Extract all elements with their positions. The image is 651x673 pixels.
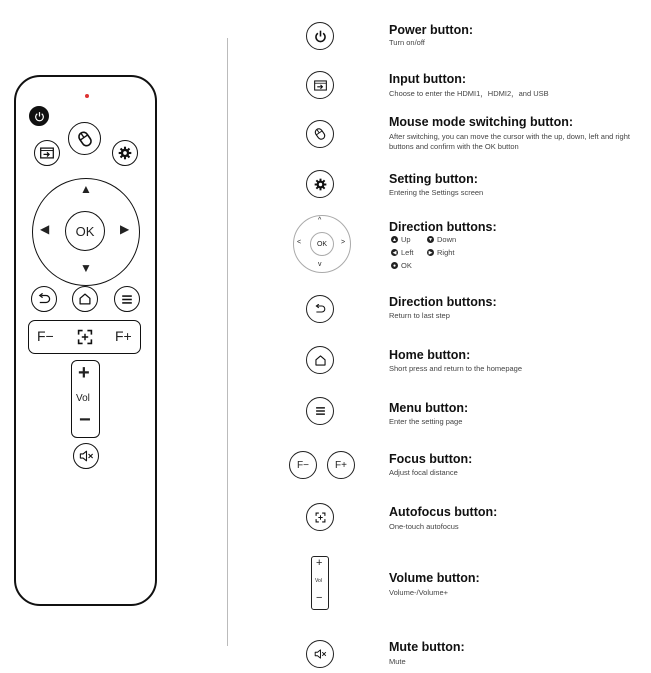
remote-power-button[interactable] [29, 106, 49, 126]
autofocus-icon [315, 512, 326, 523]
input-icon [314, 80, 327, 91]
indicator-led [85, 94, 89, 98]
legend-ok-button [310, 232, 334, 256]
power-title: Power button: [389, 23, 474, 37]
legend-volume-minus: − [316, 592, 323, 604]
power-desc: Turn on/off [389, 38, 425, 47]
volume-desc: Volume-/Volume+ [389, 588, 448, 597]
home-desc: Short press and return to the homepage [389, 364, 523, 373]
down-arrow-icon: ▼ [428, 236, 433, 243]
legend-up-chevron-icon: ^ [318, 217, 322, 224]
legend-back-icon [306, 295, 334, 323]
gear-icon [118, 146, 132, 160]
remote-ok-button[interactable] [65, 211, 105, 251]
autofocus-desc: One-touch autofocus [389, 522, 459, 531]
direction-ok-label: OK [401, 261, 412, 270]
legend-input-icon [306, 71, 334, 99]
left-arrow-icon: ◀ [392, 249, 397, 256]
legend-focus-plus-label: F+ [335, 459, 347, 471]
back-icon [37, 293, 51, 305]
direction-left [391, 248, 414, 257]
ok-dot-icon: ● [392, 262, 397, 269]
legend-setting-icon [306, 170, 334, 198]
volume-title: Volume button: [389, 571, 480, 585]
legend-focus-minus-label: F− [297, 459, 309, 471]
menu-title: Menu button: [389, 401, 469, 415]
autofocus-title: Autofocus button: [389, 505, 498, 519]
legend-focus-minus-icon [289, 451, 317, 479]
autofocus-icon [77, 329, 93, 345]
direction-title: Direction buttons: [389, 220, 497, 234]
legend-mute-icon [306, 640, 334, 668]
home-title: Home button: [389, 348, 471, 362]
legend-home-icon [306, 346, 334, 374]
legend-power-icon [306, 22, 334, 50]
back-title: Direction buttons: [389, 295, 497, 309]
up-arrow-icon: ▲ [392, 236, 397, 243]
direction-down [427, 235, 456, 244]
home-icon [314, 354, 327, 367]
mouse-icon [76, 130, 94, 148]
mouse-desc: After switching, you can move the cursor with the up, down, left and right buttons and confirm with the OK button [389, 132, 630, 151]
mouse-icon [313, 127, 327, 141]
right-arrow-icon: ▶ [428, 249, 433, 256]
remote-focus-minus-button[interactable]: F− [37, 328, 54, 344]
remote-focus-plus-button[interactable]: F+ [115, 328, 132, 344]
remote-volume-minus-button[interactable]: − [79, 409, 91, 431]
back-icon [314, 304, 326, 314]
legend-down-chevron-icon: v [318, 261, 322, 268]
power-icon [314, 30, 327, 43]
remote-setting-button[interactable] [112, 140, 138, 166]
power-icon [34, 111, 45, 122]
remote-menu-button[interactable] [114, 286, 140, 312]
left-arrow-icon[interactable]: ◀ [40, 222, 50, 236]
menu-desc: Enter the setting page [389, 417, 463, 426]
mute-icon [79, 450, 94, 462]
focus-desc: Adjust focal distance [389, 468, 458, 477]
legend-volume-plus: + [316, 557, 323, 569]
remote-home-button[interactable] [72, 286, 98, 312]
direction-left-label: Left [401, 248, 414, 257]
remote-autofocus-button[interactable] [77, 329, 93, 350]
remote-back-button[interactable] [31, 286, 57, 312]
focus-title: Focus button: [389, 452, 473, 466]
mouse-title: Mouse mode switching button: [389, 115, 574, 129]
setting-desc: Entering the Settings screen [389, 188, 484, 197]
remote-mute-button[interactable] [73, 443, 99, 469]
right-arrow-icon[interactable]: ▶ [120, 222, 130, 236]
menu-icon [121, 294, 133, 305]
direction-down-label: Down [437, 235, 457, 244]
legend-ok-label: OK [316, 240, 328, 248]
back-desc: Return to last step [389, 311, 450, 320]
legend-focus-plus-icon [327, 451, 355, 479]
legend-menu-icon [306, 397, 334, 425]
legend-autofocus-icon [306, 503, 334, 531]
direction-right [427, 248, 455, 257]
ok-label: OK [75, 223, 95, 239]
menu-icon [315, 406, 326, 416]
home-icon [78, 292, 92, 306]
gear-icon [314, 178, 327, 191]
remote-volume-label: Vol [76, 393, 90, 404]
input-desc: Choose to enter the HDMI1，HDMI2，and USB [389, 89, 549, 98]
mute-title: Mute button: [389, 640, 465, 654]
direction-right-label: Right [437, 248, 455, 257]
legend-mouse-icon [306, 120, 334, 148]
legend-left-chevron-icon: < [297, 239, 302, 246]
remote-volume-plus-button[interactable]: + [78, 362, 90, 384]
direction-up [391, 235, 411, 244]
input-title: Input button: [389, 72, 467, 86]
legend-right-chevron-icon: > [341, 239, 346, 246]
up-arrow-icon[interactable]: ▲ [80, 182, 92, 196]
direction-up-label: Up [401, 235, 411, 244]
input-icon [40, 147, 54, 159]
direction-ok [391, 261, 412, 270]
mute-desc: Mute [389, 657, 406, 666]
legend-volume-label: Vol [315, 578, 322, 584]
section-divider [227, 38, 228, 646]
down-arrow-icon[interactable]: ▼ [80, 261, 92, 275]
remote-mouse-button[interactable] [68, 122, 101, 155]
setting-title: Setting button: [389, 172, 478, 186]
remote-input-button[interactable] [34, 140, 60, 166]
mute-icon [314, 649, 327, 659]
